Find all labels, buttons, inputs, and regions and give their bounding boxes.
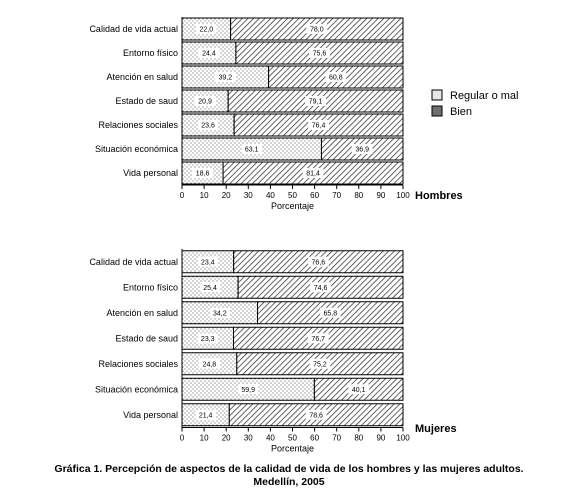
data-label-calidad-de-vida-actual-bien: 78,0 <box>309 26 324 34</box>
x-tick-label-20: 20 <box>221 191 231 200</box>
data-label-vida-personal-bien: 78,6 <box>309 412 323 420</box>
data-label-relaciones-sociales-bien: 75,2 <box>313 361 327 369</box>
category-label-atencion-en-salud: Atención en salud <box>106 307 178 318</box>
x-tick-label-90: 90 <box>376 433 386 443</box>
data-label-estado-de-saud-regular-o-mal: 23,3 <box>200 335 215 343</box>
x-tick-label-50: 50 <box>288 433 297 443</box>
x-tick-label-80: 80 <box>354 433 364 443</box>
x-tick-label-60: 60 <box>310 191 320 200</box>
data-label-calidad-de-vida-actual-bien: 76,6 <box>311 259 326 267</box>
data-label-situacion-economica-regular-o-mal: 63,1 <box>244 146 259 154</box>
x-tick-label-40: 40 <box>265 433 275 443</box>
x-tick-label-0: 0 <box>179 191 185 200</box>
chart-panel-hombres <box>89 17 410 211</box>
x-tick-label-100: 100 <box>396 191 410 200</box>
figure-caption-line1: Gráfica 1. Percepción de aspectos de la calidad de vida de los hombres y las mujeres adultos. <box>54 463 524 475</box>
x-tick-label-20: 20 <box>221 433 231 443</box>
x-tick-label-30: 30 <box>243 433 253 443</box>
category-label-vida-personal: Vida personal <box>123 409 178 420</box>
legend-label-regular-o-mal: Regular o mal <box>450 90 519 102</box>
data-label-calidad-de-vida-actual-regular-o-mal: 22,0 <box>199 26 214 34</box>
data-label-entorno-fisico-bien: 75,6 <box>312 50 327 58</box>
panel-label-hombres: Hombres <box>415 190 463 202</box>
data-label-relaciones-sociales-bien: 76,4 <box>311 122 326 130</box>
x-tick-label-100: 100 <box>396 433 410 443</box>
category-label-vida-personal: Vida personal <box>123 168 178 178</box>
x-tick-label-10: 10 <box>199 433 209 443</box>
data-label-situacion-economica-regular-o-mal: 59,9 <box>241 386 256 394</box>
data-label-entorno-fisico-regular-o-mal: 24,4 <box>202 50 216 58</box>
x-axis-title: Porcentaje <box>270 201 315 211</box>
data-label-relaciones-sociales-regular-o-mal: 23,6 <box>201 122 215 130</box>
data-label-atencion-en-salud-bien: 65,8 <box>323 310 338 318</box>
chart-panel-mujeres <box>89 249 410 454</box>
legend-label-bien: Bien <box>450 106 473 118</box>
data-label-relaciones-sociales-regular-o-mal: 24,8 <box>202 361 217 369</box>
data-label-estado-de-saud-bien: 79,1 <box>308 98 323 106</box>
data-label-atencion-en-salud-bien: 60,8 <box>329 74 343 82</box>
x-tick-label-0: 0 <box>179 433 185 443</box>
data-label-vida-personal-regular-o-mal: 18,6 <box>195 170 210 178</box>
x-tick-label-80: 80 <box>354 191 364 200</box>
data-label-entorno-fisico-bien: 74,6 <box>313 284 328 292</box>
x-tick-label-90: 90 <box>376 191 386 200</box>
x-axis-title: Porcentaje <box>270 443 315 454</box>
data-label-situacion-economica-bien: 40,1 <box>351 386 366 394</box>
category-label-situacion-economica: Situación económica <box>94 144 178 154</box>
category-label-relaciones-sociales: Relaciones sociales <box>98 358 178 369</box>
category-label-estado-de-saud: Estado de saud <box>115 96 178 106</box>
data-label-situacion-economica-bien: 36,9 <box>355 146 370 154</box>
data-label-vida-personal-bien: 81,4 <box>306 170 320 178</box>
category-label-atencion-en-salud: Atención en salud <box>106 72 178 82</box>
x-tick-label-70: 70 <box>332 191 342 200</box>
data-label-vida-personal-regular-o-mal: 21,4 <box>198 412 213 420</box>
data-label-estado-de-saud-regular-o-mal: 20,9 <box>198 98 212 106</box>
category-label-calidad-de-vida-actual: Calidad de vida actual <box>89 24 178 34</box>
category-label-estado-de-saud: Estado de saud <box>115 333 178 344</box>
category-label-entorno-fisico: Entorno físico <box>122 282 178 293</box>
panel-label-mujeres: Mujeres <box>415 423 457 435</box>
x-tick-label-40: 40 <box>265 191 275 200</box>
data-label-atencion-en-salud-regular-o-mal: 34,2 <box>212 310 227 318</box>
category-label-calidad-de-vida-actual: Calidad de vida actual <box>89 256 178 267</box>
data-label-calidad-de-vida-actual-regular-o-mal: 23,4 <box>201 259 215 267</box>
data-label-entorno-fisico-regular-o-mal: 25,4 <box>203 284 217 292</box>
x-tick-label-70: 70 <box>332 433 342 443</box>
category-label-situacion-economica: Situación económica <box>94 384 178 395</box>
x-tick-label-60: 60 <box>310 433 320 443</box>
category-label-entorno-fisico: Entorno físico <box>122 48 178 58</box>
legend-swatch-regular-o-mal <box>432 90 442 100</box>
category-label-relaciones-sociales: Relaciones sociales <box>98 120 178 130</box>
figure-caption-line2: Medellín, 2005 <box>253 476 325 488</box>
data-label-estado-de-saud-bien: 76,7 <box>311 335 326 343</box>
x-tick-label-30: 30 <box>243 191 253 200</box>
legend <box>432 90 518 118</box>
x-tick-label-50: 50 <box>288 191 297 200</box>
x-tick-label-10: 10 <box>199 191 209 200</box>
legend-swatch-bien <box>432 106 442 116</box>
data-label-atencion-en-salud-regular-o-mal: 39,2 <box>218 74 233 82</box>
